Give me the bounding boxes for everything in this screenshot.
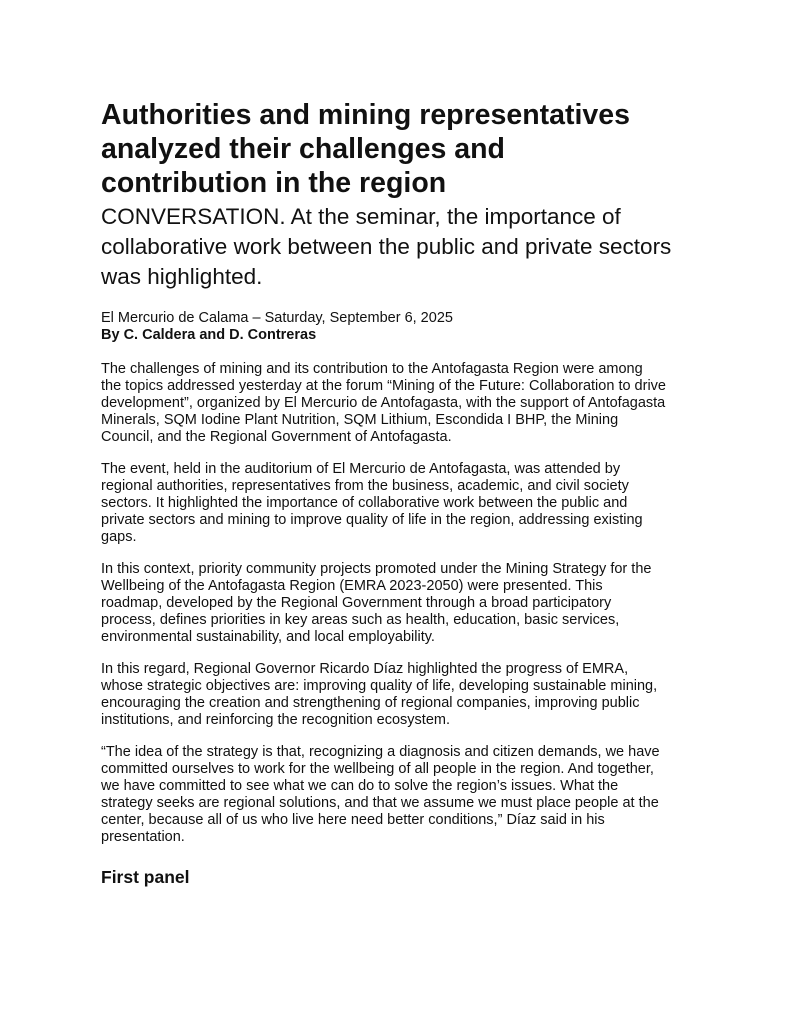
article-meta: [101, 310, 721, 344]
paragraph-line: whose strategic objectives are: improving quality of life, developing sustainable mining,: [101, 678, 658, 694]
paragraph-line: institutions, and reinforcing the recognition ecosystem.: [101, 712, 450, 728]
paragraph: [101, 361, 721, 446]
paragraph-line: In this regard, Regional Governor Ricardo Díaz highlighted the progress of EMRA,: [101, 661, 629, 677]
paragraph-line: encouraging the creation and strengthening of regional companies, improving public: [101, 695, 640, 711]
paragraph-line: roadmap, developed by the Regional Government through a broad participatory: [101, 595, 612, 611]
paragraph: [101, 461, 721, 546]
article-subtitle: [101, 202, 721, 292]
subtitle-line: was highlighted.: [101, 264, 263, 289]
paragraph-line: Council, and the Regional Government of Antofagasta.: [101, 429, 452, 445]
title-line: analyzed their challenges and: [101, 133, 505, 165]
paragraph-line: the topics addressed yesterday at the forum “Mining of the Future: Collaboration to drive: [101, 378, 666, 394]
title-line: contribution in the region: [101, 167, 447, 199]
title-line: Authorities and mining representatives: [101, 99, 630, 131]
article: [101, 98, 721, 888]
paragraph-line: center, because all of us who live here need better conditions,” Díaz said in his: [101, 812, 605, 828]
paragraph-line: The challenges of mining and its contribution to the Antofagasta Region were among: [101, 361, 643, 377]
article-body: [101, 361, 721, 846]
paragraph-line: private sectors and mining to improve quality of life in the region, addressing existing: [101, 512, 643, 528]
section-heading: First panel: [101, 867, 190, 887]
paragraph-line: sectors. It highlighted the importance of collaborative work between the public and: [101, 495, 628, 511]
paragraph: [101, 744, 721, 846]
paragraph-line: process, defines priorities in key areas such as health, education, basic services,: [101, 612, 620, 628]
article-title: [101, 98, 721, 200]
paragraph-line: regional authorities, representatives from the business, academic, and civil society: [101, 478, 629, 494]
paragraph-line: gaps.: [101, 529, 137, 545]
paragraph-line: environmental sustainability, and local employability.: [101, 629, 435, 645]
paragraph: [101, 561, 721, 646]
paragraph-line: In this context, priority community projects promoted under the Mining Strategy for the: [101, 561, 652, 577]
paragraph-line: Minerals, SQM Iodine Plant Nutrition, SQM Lithium, Escondida I BHP, the Mining: [101, 412, 619, 428]
paragraph-line: committed ourselves to work for the wellbeing of all people in the region. And together,: [101, 761, 654, 777]
paragraph-line: “The idea of the strategy is that, recognizing a diagnosis and citizen demands, we have: [101, 744, 660, 760]
paragraph-line: strategy seeks are regional solutions, and that we assume we must place people at the: [101, 795, 659, 811]
byline: By C. Caldera and D. Contreras: [101, 327, 317, 343]
paragraph-line: we have committed to see what we can do to solve the region’s issues. What the: [101, 778, 619, 794]
paragraph-line: The event, held in the auditorium of El Mercurio de Antofagasta, was attended by: [101, 461, 621, 477]
paragraph-line: Wellbeing of the Antofagasta Region (EMRA 2023-2050) were presented. This: [101, 578, 603, 594]
paragraph: [101, 661, 721, 729]
subtitle-line: collaborative work between the public and private sectors: [101, 234, 672, 259]
paragraph-line: presentation.: [101, 829, 185, 845]
subtitle-line: CONVERSATION. At the seminar, the importance of: [101, 204, 621, 229]
paragraph-line: development”, organized by El Mercurio de Antofagasta, with the support of Antofagasta: [101, 395, 666, 411]
dateline: El Mercurio de Calama – Saturday, September 6, 2025: [101, 310, 453, 326]
